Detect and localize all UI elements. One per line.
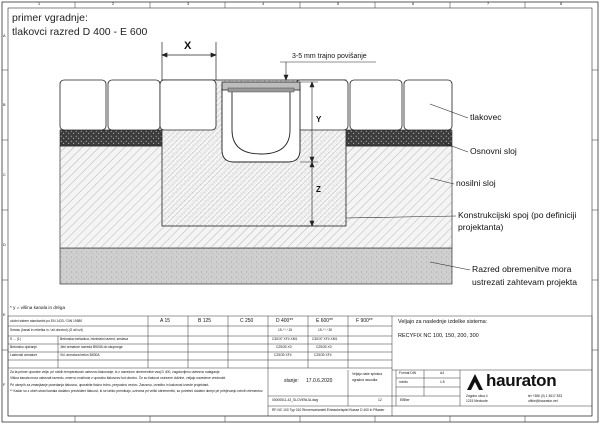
dim-x-label: X <box>184 40 192 52</box>
row5-mid: Vkl. armatura beton B500A <box>60 353 100 357</box>
class-d400: D 400** <box>276 318 294 324</box>
author: EBBer <box>400 398 410 402</box>
company-name: hauraton <box>486 371 557 390</box>
class-c250: C 250 <box>240 318 254 324</box>
subgrade-layer <box>60 248 452 284</box>
row4-left: Betonsko ojačanje <box>10 345 37 349</box>
raise-leader <box>280 62 376 80</box>
note-3: Pri ukrepih za zmanjšanje posedanja tlakovca, uporabite tlačno trdno, prepustno vezivo. Zasnovo, izvedbo in kakovost izvede projektant. <box>10 382 210 387</box>
row2-e600: 15 / * / 30 <box>318 328 333 332</box>
respect-line-2: vgradna navodila. <box>352 378 379 382</box>
note-2: Višina kanala mora ustrezati razredu, zmerno nosilnost z uporabo tlakovcev kot obrobo. Če so tlakovci ustrezne dolžine, veljajo navedene vrednosti. <box>10 376 227 381</box>
valid-products: RECYFIX NC 100, 150, 200, 300 <box>398 333 479 339</box>
class-f900: F 900** <box>356 318 373 324</box>
frame-row-b: B <box>3 103 6 107</box>
dim-raise-label: 3-5 mm trajno povišanje <box>292 53 367 60</box>
callout-joint-line-2: projektanta) <box>458 222 504 232</box>
row5-e600: C25/30 XF4 <box>314 353 332 357</box>
row1-left: uložni sistem standardni po EN 1433 / DIN 19580 <box>10 319 83 323</box>
frame-row-e: E <box>3 313 6 317</box>
format-label: Format DIN <box>399 371 417 375</box>
format-value: A4 <box>440 371 445 375</box>
scale-value: 1:5 <box>440 380 445 384</box>
stand-label: stanje: <box>284 378 299 384</box>
note-4: ** Kadar so z obeh strani kanala dodatno predvideni tlakovci, ki se lahko premikajo, oziroma pri veliki obremenitvi, so potrebni dodatni ukrepi pri pritrjevanju robnih elementov. <box>10 389 264 394</box>
title-line: RF-NC 100 Typ 010 Rinnenvarianteti Einbaubeispiel Klasse D 400 in Pflaster <box>272 408 385 412</box>
class-e600: E 600** <box>316 318 333 324</box>
frame-col-6: 6 <box>412 2 415 6</box>
frame-col-7: 7 <box>487 2 490 6</box>
frame-col-8: 8 <box>560 2 563 6</box>
callout-base-course: Osnovni sloj <box>470 146 517 156</box>
row3-e600: C30/37 XF4 XM1 <box>312 337 338 341</box>
base-course-left <box>60 130 162 146</box>
footnote: * y = višina kanala in dréga <box>10 305 66 310</box>
scale-label: merilo <box>399 380 408 384</box>
frame-col-4: 4 <box>262 2 265 6</box>
row3-mid: Betonska mešanica, minimalni razred, sestava <box>60 337 128 341</box>
row3-left: S ... (1) <box>10 337 21 341</box>
row4-e600: C25/30 X0 <box>316 345 332 349</box>
logo-mark <box>466 373 484 391</box>
header-line-2: tlakovci razred D 400 - E 600 <box>12 26 148 38</box>
frame-row-d: D <box>3 243 6 247</box>
header-line-1: primer vgradnje: <box>12 12 88 24</box>
sheet-number: 12 <box>378 398 382 402</box>
drawing-number: 00000511-43_SLOVENIJA.dwg <box>272 398 319 402</box>
callout-load-class-line-2: ustrezati zahtevam projekta <box>472 277 578 287</box>
class-b125: B 125 <box>198 318 212 324</box>
stand-date: 17.0.6.2020 <box>306 378 333 384</box>
paving-blocks-left <box>60 80 216 130</box>
dim-z-label: Z <box>316 185 321 194</box>
company-phone: tel +386 (0) 1 3617 833 <box>528 394 563 398</box>
row4-mid: Jekl armature razreda B500A do skupnega <box>60 345 123 349</box>
class-a15: A 15 <box>160 318 171 324</box>
row4-d400: C25/30 X0 <box>276 345 292 349</box>
respect-line-1: Veljajo naše splošna <box>352 372 383 376</box>
row2-left: Sestav (kanal in rešetka in / ali obrobni) (G ali vzt) <box>10 328 83 332</box>
frame-row-c: C <box>3 173 6 177</box>
callout-paving: tlakovec <box>470 112 502 122</box>
note-1: Za ta primer uporabe velja: pri nizkih temperaturah ustrezno tlakovanje, ki z razredom obremenitve vsaj D 400, zagotovljeno ustrezno nalaganje. <box>10 370 221 374</box>
row2-d400: 15 / * / 15 <box>278 328 293 332</box>
drainage-channel <box>222 86 300 162</box>
company-addr-2: 1215 Medvode <box>466 399 488 403</box>
row5-d400: C25/30 XF4 <box>274 353 292 357</box>
company-email: office@hauraton.net <box>528 399 558 403</box>
company-addr-1: Zagobo ulica 4 <box>466 394 488 398</box>
frame-col-3: 3 <box>187 2 190 6</box>
dim-y-label: Y <box>316 115 322 124</box>
frame-row-f: F <box>3 383 6 387</box>
frame-col-5: 5 <box>337 2 340 6</box>
frame-col-2: 2 <box>112 2 115 6</box>
row5-left: Lastnosti armature <box>10 353 38 357</box>
company-logo <box>466 372 588 392</box>
notes-block <box>10 370 264 394</box>
callout-joint-line-1: Konstrukcijski spoj (po definiciji <box>458 210 577 220</box>
valid-label: Veljajo za naslednje izdelke sistema: <box>398 319 488 325</box>
frame-col-1: 1 <box>38 2 41 6</box>
base-course-right <box>346 130 452 146</box>
callout-load-layer: nosilni sloj <box>456 178 496 188</box>
callout-load-class-line-1: Razred obremenitve mora <box>472 264 572 274</box>
frame-row-a: A <box>3 34 6 38</box>
row3-d400: C30/37 XF4 XM1 <box>272 337 298 341</box>
